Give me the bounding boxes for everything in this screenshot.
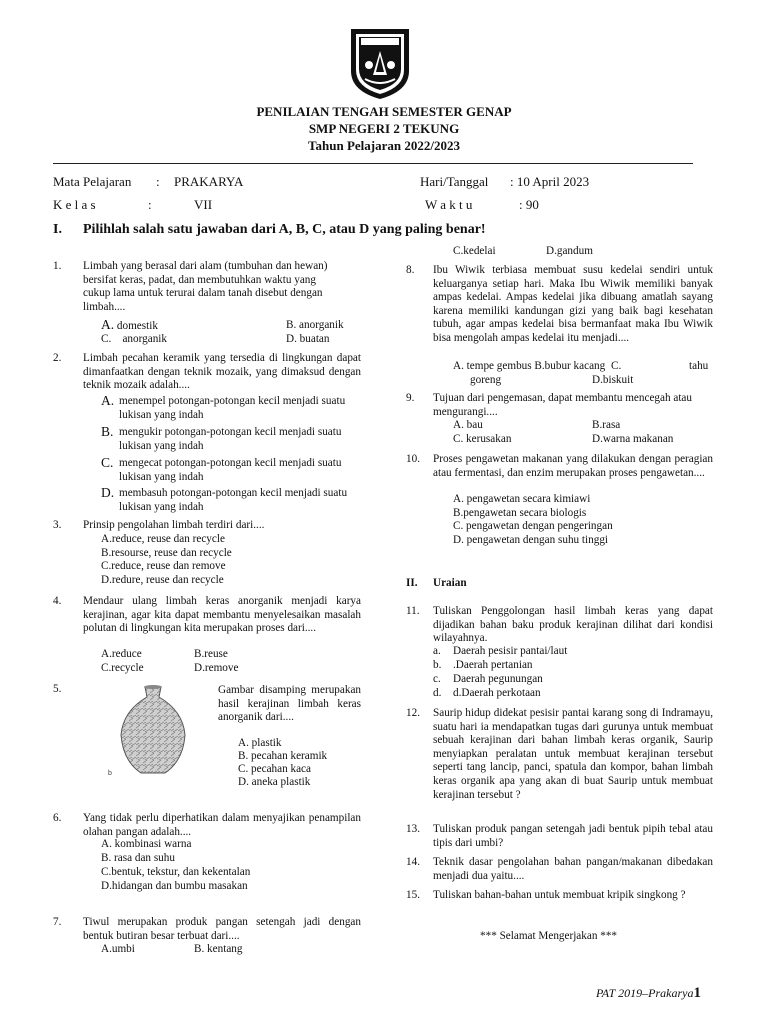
section-title: Uraian — [433, 577, 467, 589]
option: B.resourse, reuse dan recycle — [101, 547, 232, 559]
question-text: Tuliskan Penggolongan hasil limbah keras yang dapat dijadikan bahan baku produk kerajinan dilihat dari kondisi wilayahnya. — [433, 605, 713, 645]
question-number: 6. — [53, 812, 62, 824]
time-value: : 90 — [519, 197, 539, 212]
option: D.hidangan dan bumbu masakan — [101, 880, 248, 892]
footer — [596, 985, 701, 1002]
option: D.gandum — [546, 245, 593, 257]
question-text: Tiwul merupakan produk pangan setengah jadi dengan bentuk butiran besar terbuat dari.... — [83, 916, 361, 942]
option: D.biskuit — [592, 374, 634, 386]
subject-label: Mata Pelajaran — [53, 174, 132, 189]
question-number: 13. — [406, 823, 420, 835]
option: A.umbi — [101, 943, 135, 955]
question-number: 4. — [53, 595, 62, 607]
option-text: d.Daerah perkotaan — [453, 687, 541, 699]
option: C. pengawetan dengan pengeringan — [453, 520, 613, 532]
option: tahu — [689, 360, 709, 372]
question-number: 3. — [53, 519, 62, 531]
option: B. pecahan keramik — [238, 750, 328, 762]
option: C. pecahan kaca — [238, 763, 311, 775]
option: A. tempe gembus B.bubur kacang — [453, 360, 606, 372]
option: A. plastik — [238, 737, 282, 749]
question-number: 1. — [53, 260, 62, 272]
question-text: Yang tidak perlu diperhatikan dalam menyajikan penampilan olahan pangan adalah.... — [83, 812, 361, 838]
question-number: 5. — [53, 683, 62, 695]
option-text: mengukir potongan-potongan kecil menjadi suatu lukisan yang indah — [119, 426, 342, 452]
question-number: 12. — [406, 707, 420, 719]
option: D. pengawetan dengan suhu tinggi — [453, 534, 609, 546]
question-text: Tujuan dari pengemasan, dapat membantu mencegah atau mengurangi.... — [433, 392, 692, 418]
option-letter: d. — [433, 687, 442, 699]
option: D. buatan — [286, 333, 330, 345]
class-value: VII — [194, 197, 213, 212]
option: B.rasa — [592, 419, 621, 431]
option: D.redure, reuse dan recycle — [101, 574, 224, 586]
question-number: 11. — [406, 605, 420, 617]
option-text: .Daerah pertanian — [453, 659, 533, 671]
option: B. anorganik — [286, 319, 344, 331]
image-label: b — [108, 770, 112, 777]
option-letter: C. — [101, 455, 114, 470]
page-number: 1 — [693, 985, 701, 1001]
subject-value: PRAKARYA — [174, 174, 244, 189]
question-number: 2. — [53, 352, 62, 364]
option: C.reduce, reuse dan remove — [101, 560, 226, 572]
option: A.reduce, reuse dan recycle — [101, 533, 225, 545]
option-letter: A. — [101, 393, 115, 408]
option-letter: A. domestik — [101, 317, 158, 332]
footer-text: PAT 2019–Prakarya — [596, 986, 694, 1000]
option-text: menempel potongan-potongan kecil menjadi suatu lukisan yang indah — [119, 395, 346, 421]
question-text: Gambar disamping merupakan hasil kerajinan limbah keras anorganik dari.... — [218, 684, 361, 724]
closing-message: *** Selamat Mengerjakan *** — [480, 930, 618, 942]
option-text: mengecat potongan-potongan kecil menjadi suatu lukisan yang indah — [119, 457, 342, 483]
question-number: 8. — [406, 264, 415, 276]
school-logo — [347, 25, 413, 101]
option: A.reduce — [101, 648, 142, 660]
question-text: Limbah yang berasal dari alam (tumbuhan dan hewan) bersifat keras, padat, dan membutuhkan waktu yang cukup lama untuk terurai dalam tanah disebut dengan limbah.... — [83, 260, 328, 313]
question-number: 9. — [406, 392, 415, 404]
academic-year: Tahun Pelajaran 2022/2023 — [308, 138, 460, 153]
option-letter: c. — [433, 673, 441, 685]
option: C. — [611, 360, 622, 372]
option: B. rasa dan suhu — [101, 852, 175, 864]
question-number: 10. — [406, 453, 420, 465]
question-text: Tuliskan produk pangan setengah jadi bentuk pipih tebal atau tipis dari umbi? — [433, 823, 713, 849]
date-value: : 10 April 2023 — [510, 174, 590, 189]
section-number: I. — [53, 222, 62, 237]
date-label: Hari/Tanggal — [420, 174, 489, 189]
vase-image — [101, 683, 205, 778]
option: C.recycle — [101, 662, 144, 674]
option-letter: b. — [433, 659, 442, 671]
header-divider — [53, 163, 693, 164]
section-number: II. — [406, 577, 418, 589]
option: C.bentuk, tekstur, dan kekentalan — [101, 866, 251, 878]
question-number: 14. — [406, 856, 420, 868]
colon: : — [156, 174, 160, 189]
option: B.pengawetan secara biologis — [453, 507, 587, 519]
option: B.reuse — [194, 648, 228, 660]
option: C.kedelai — [453, 245, 496, 257]
option: A. bau — [453, 419, 483, 431]
question-text: Saurip hidup didekat pesisir pantai karang song di Indramayu, suatu hari ia mendapatkan tugas dari gurunya untuk membuat sebuah kerajinan dari bahan limbah keras organik, Saurip menyiapkan peralatan untuk membuat kerajinan tersebut seperti tang lancip, panci, spatula dan kompor, bahan limbah keras organik apa yang akan di buat Saurip untuk membuat kerajinan tersebut ? — [433, 707, 713, 801]
option-letter: a. — [433, 645, 441, 657]
question-text: Prinsip pengolahan limbah terdiri dari.... — [83, 519, 265, 531]
option-text: Daerah pegunungan — [453, 673, 543, 685]
option: D. aneka plastik — [238, 776, 311, 788]
question-text: Ibu Wiwik terbiasa membuat susu kedelai sendiri untuk keluarganya setiap hari. Maka Ibu Wiwik memiliki banyak ampas kedelai. Ampas kedelai jika dibuang amatlah sayang karena memiliki kandungan gizi yang baik bagi kesehatan tubuh, agar ampas kedelai bisa bermanfaat maka Ibu Wiwik bisa mengolah ampas kedelai itu menjadi.... — [433, 264, 713, 344]
class-label: K e l a s — [53, 197, 96, 212]
option: A. pengawetan secara kimiawi — [453, 493, 591, 505]
option: D.warna makanan — [592, 433, 674, 445]
question-number: 7. — [53, 916, 62, 928]
question-text: Limbah pecahan keramik yang tersedia di lingkungan dapat dimanfaatkan dengan teknik mozaik, yang dimaksud dengan teknik mozaik adalah.... — [83, 352, 361, 392]
option-text: membasuh potongan-potongan kecil menjadi suatu lukisan yang indah — [119, 487, 348, 513]
exam-title: PENILAIAN TENGAH SEMESTER GENAP — [256, 104, 512, 119]
school-name: SMP NEGERI 2 TEKUNG — [308, 121, 460, 136]
question-text: Teknik dasar pengolahan bahan pangan/makanan dibedakan menjadi dua yaitu.... — [433, 856, 713, 882]
option: A. kombinasi warna — [101, 838, 192, 850]
option-text: Daerah pesisir pantai/laut — [453, 645, 568, 657]
time-label: W a k t u — [425, 197, 473, 212]
option: goreng — [470, 374, 502, 386]
option: D.remove — [194, 662, 239, 674]
question-text: Tuliskan bahan-bahan untuk membuat kripik singkong ? — [433, 889, 686, 901]
question-text: Proses pengawetan makanan yang dilakukan dengan peragian atau fermentasi, dan enzim merupakan proses pengawetan.... — [433, 453, 713, 479]
option-letter: D. — [101, 485, 115, 500]
question-text: Mendaur ulang limbah keras anorganik menjadi karya kerajinan, agar kita dapat membantu menyelesaikan masalah polutan di lingkungan kita merupakan proses dari.... — [83, 595, 361, 635]
section-title: Pilihlah salah satu jawaban dari A, B, C, atau D yang paling benar! — [83, 222, 486, 237]
question-number: 15. — [406, 889, 420, 901]
colon: : — [148, 197, 152, 212]
option: B. kentang — [194, 943, 243, 955]
option: C. kerusakan — [453, 433, 512, 445]
option-letter: B. — [101, 424, 114, 439]
option: C. anorganik — [101, 333, 167, 345]
